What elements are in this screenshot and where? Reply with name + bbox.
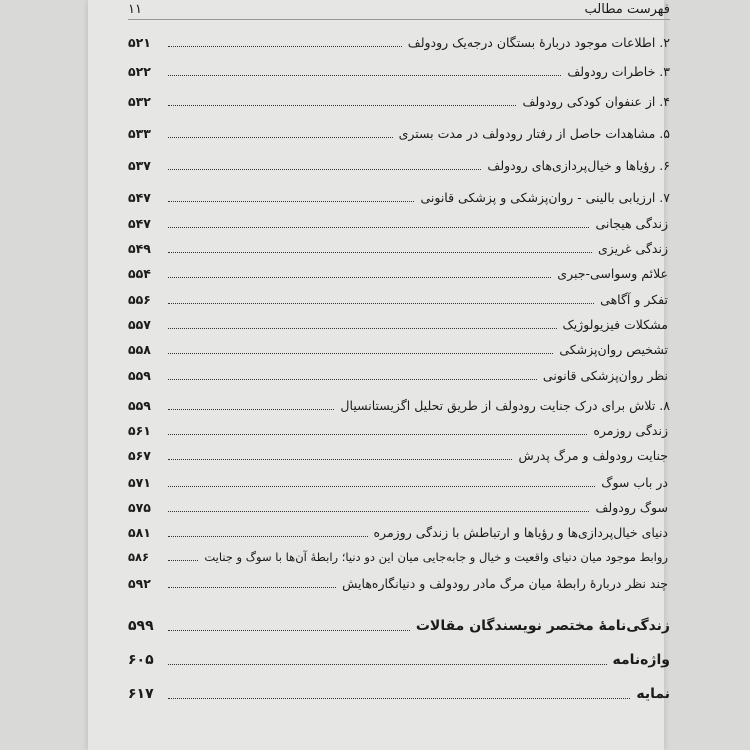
toc-entry[interactable]: ۸. تلاش برای درک جنایت رودولف از طریق تحلیل اگزیستانسیال ۵۵۹: [128, 398, 670, 413]
toc-section[interactable]: نمایه ۶۱۷: [128, 686, 670, 702]
toc-subentry[interactable]: تشخیص روان‌پزشکی ۵۵۸: [128, 342, 668, 357]
toc-entry[interactable]: ۲. اطلاعات موجود دربارهٔ بستگان درجه‌یک رودولف ۵۲۱: [128, 35, 670, 50]
toc-subentry[interactable]: تفکر و آگاهی ۵۵۶: [128, 292, 668, 307]
toc-subentry[interactable]: در باب سوگ ۵۷۱: [128, 475, 668, 490]
toc-subentry[interactable]: علائم وسواسی-جبری ۵۵۴: [128, 266, 668, 281]
toc-entry[interactable]: ۷. ارزیابی بالینی - روان‌پزشکی و پزشکی قانونی ۵۴۷: [128, 190, 670, 205]
page-header: [128, 2, 670, 20]
toc-subentry[interactable]: زندگی غریزی ۵۴۹: [128, 241, 668, 256]
toc-entry[interactable]: ۳. خاطرات رودولف ۵۲۲: [128, 64, 670, 79]
toc-subentry[interactable]: نظر روان‌پزشکی قانونی ۵۵۹: [128, 368, 668, 383]
toc-subentry[interactable]: مشکلات فیزیولوژیک ۵۵۷: [128, 317, 668, 332]
toc-subentry[interactable]: زندگی روزمره ۵۶۱: [128, 423, 668, 438]
toc-section[interactable]: واژه‌نامه ۶۰۵: [128, 652, 670, 668]
toc-subentry[interactable]: دنیای خیال‌پردازی‌ها و رؤیاها و ارتباطش با زندگی روزمره ۵۸۱: [128, 525, 668, 540]
toc-subentry[interactable]: زندگی هیجانی ۵۴۷: [128, 216, 668, 231]
toc-subentry[interactable]: سوگ رودولف ۵۷۵: [128, 500, 668, 515]
toc-section[interactable]: زندگی‌نامهٔ مختصر نویسندگان مقالات ۵۹۹: [128, 618, 670, 634]
toc-entry[interactable]: ۴. از عنفوان کودکی رودولف ۵۳۲: [128, 94, 670, 109]
toc-entry[interactable]: ۵. مشاهدات حاصل از رفتار رودولف در مدت بستری ۵۳۳: [128, 126, 670, 141]
toc-entry[interactable]: ۶. رؤیاها و خیال‌پردازی‌های رودولف ۵۳۷: [128, 158, 670, 173]
toc-subentry[interactable]: جنایت رودولف و مرگ پدرش ۵۶۷: [128, 448, 668, 463]
header-title: فهرست مطالب: [584, 2, 670, 17]
header-page-number: ۱۱: [128, 2, 142, 17]
toc-subentry[interactable]: روابط موجود میان دنیای واقعیت و خیال و جابه‌جایی میان این دو دنیا؛ رابطهٔ آن‌ها با سوگ و جنایت ۵۸۶: [128, 550, 668, 564]
toc-subentry[interactable]: چند نظر دربارهٔ رابطهٔ میان مرگ مادر رودولف و دنیانگاره‌هایش ۵۹۲: [128, 576, 668, 591]
